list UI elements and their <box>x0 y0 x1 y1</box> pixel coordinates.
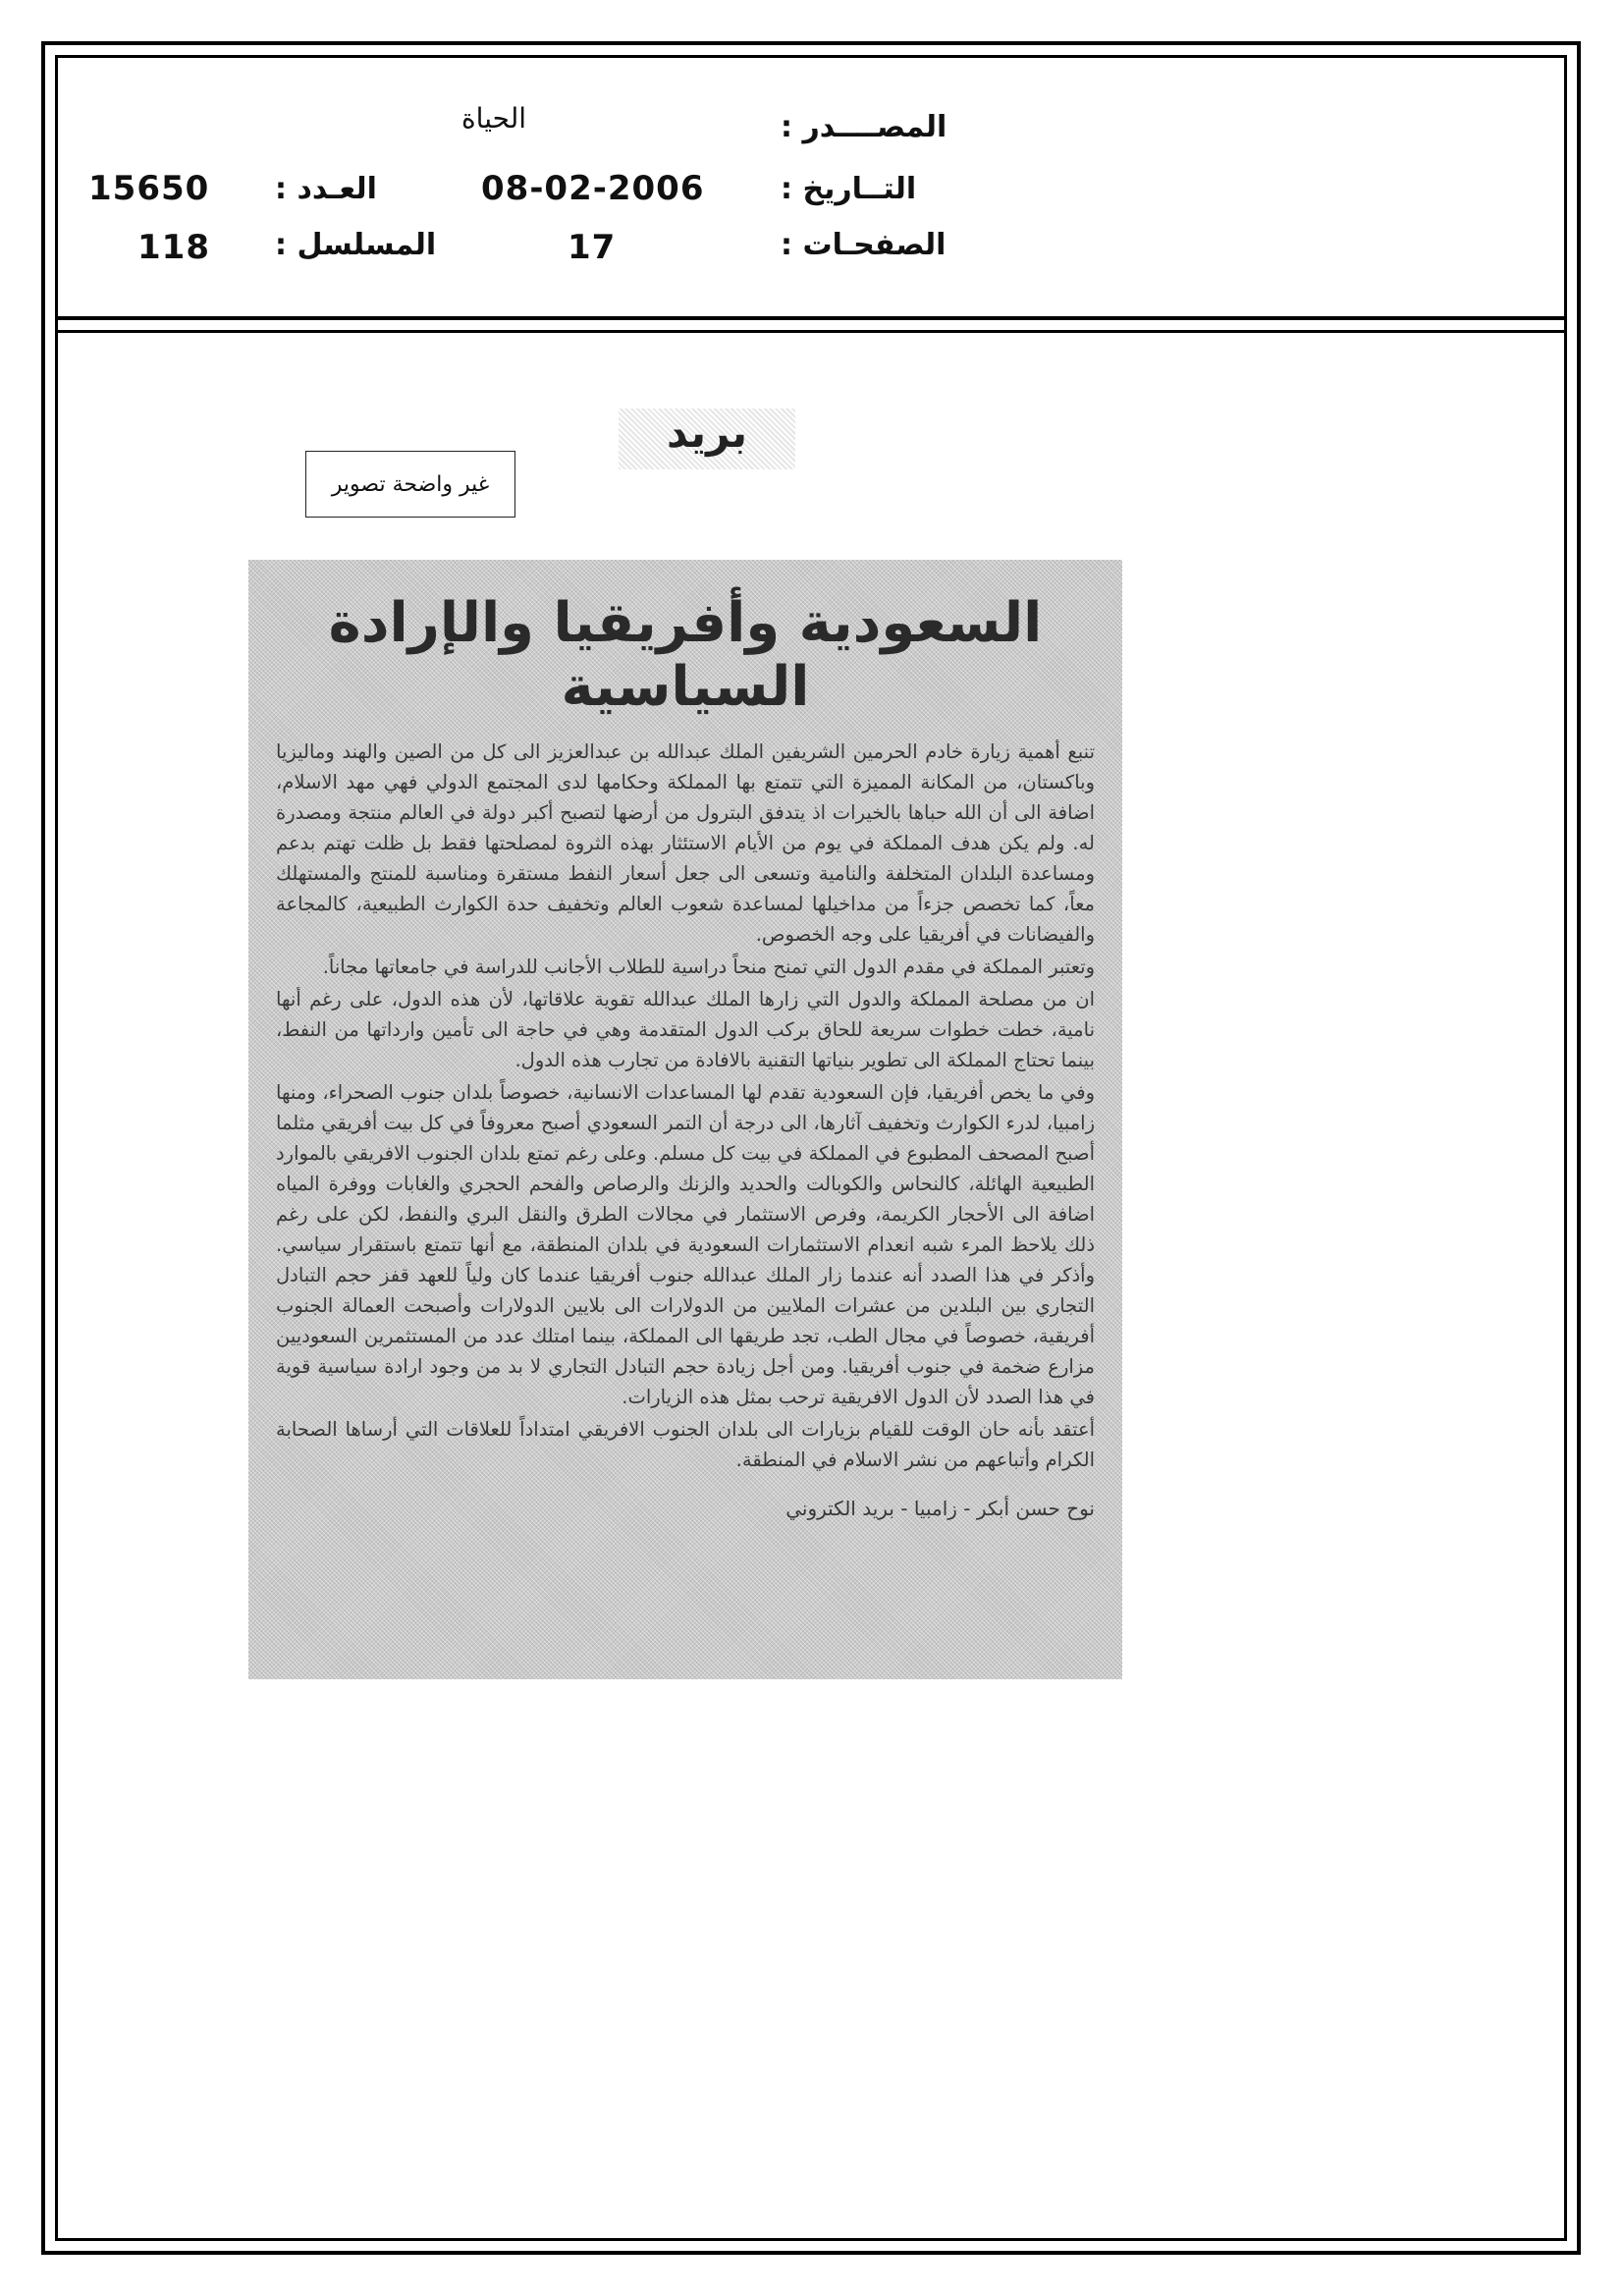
serial-label: المسلسل : <box>275 228 437 262</box>
date-label: التــاريخ : <box>781 172 917 206</box>
article-paragraph: تنبع أهمية زيارة خادم الحرمين الشريفين الملك عبدالله بن عبدالعزيز الى كل من الصين والهند وماليزيا وباكستان، من المكانة المميزة التي تتمتع بها المملكة وحكامها لدى المجتمع الدولي فهي مهد الاسلام، اضافة الى أن الله حباها بالخيرات اذ يتدفق البترول من أرضها لتصبح أكبر دولة في العالم منتجة ومصدرة له. ولم يكن هدف المملكة في يوم من الأيام الاستئثار بهذه الثروة لمصلحتها فقط بل ظلت تهتم بدعم ومساعدة البلدان المتخلفة والنامية وتسعى الى جعل أسعار النفط مستقرة ومناسبة للمنتج والمستهلك معاً، كما تخصص جزءاً من مداخيلها لمساعدة شعوب العالم وتخفيف حدة الكوارث الطبيعية، كالمجاعة والفيضانات في أفريقيا على وجه الخصوص. <box>276 740 1095 946</box>
article-paragraph: وفي ما يخص أفريقيا، فإن السعودية تقدم لها المساعدات الانسانية، خصوصاً بلدان جنوب الصحراء، ومنها زامبيا، لدرء الكوارث وتخفيف آثارها، الى درجة أن التمر السعودي أصبح معروفاً في كل بيت أفريقي مثلما أصبح المصحف المطبوع في المملكة في بيت كل مسلم. وعلى رغم تمتع بلدان الجنوب الافريقي بالموارد الطبيعية الهائلة، كالنحاس والكوبالت والحديد والزنك والرصاص والفحم الحجري والغابات ووفرة المياه اضافة الى الأحجار الكريمة، وفرص الاستثمار في مجالات الطرق والنقل البري والنفط، لكن على رغم ذلك يلاحظ المرء شبه انعدام الاستثمارات السعودية في بلدان المنطقة، مع أنها تتمتع باستقرار سياسي. وأذكر في هذا الصدد أنه عندما زار الملك عبدالله جنوب أفريقيا عندما كان ولياً للعهد قفز حجم التبادل التجاري بين البلدين من عشرات الملايين من الدولارات الى بلايين الدولارات وأصبحت العمالة الجنوب أفريقية، خصوصاً في مجال الطب، تجد طريقها الى المملكة، بينما امتلك عدد من المستثمرين السعوديين مزارع ضخمة في جنوب أفريقيا. ومن أجل زيادة حجم التبادل التجاري لا بد من وجود ارادة سياسية قوية في هذا الصدد لأن الدول الافريقية ترحب بمثل هذه الزيارات. <box>276 1081 1095 1408</box>
issue-label: العـدد : <box>275 172 377 206</box>
article-paragraph: ان من مصلحة المملكة والدول التي زارها الملك عبدالله تقوية علاقاتها، لأن هذه الدول، على رغم أنها نامية، خطت خطوات سريعة للحاق بركب الدول المتقدمة وهي في حاجة الى تأمين وارداتها من النفط، بينما تحتاج المملكة الى تطوير بنياتها التقنية بالافادة من تجارب هذه الدول. <box>276 988 1095 1071</box>
pages-label: الصفحـات : <box>781 228 947 262</box>
header-divider <box>55 316 1567 320</box>
article-byline: نوح حسن أبكر - زامبيا - بريد الكتروني <box>785 1497 1095 1520</box>
section-title: بريد <box>619 409 795 469</box>
article-clipping <box>248 560 1122 1679</box>
unclear-scan-note: غير واضحة تصوير <box>305 451 515 518</box>
article-paragraph: وتعتبر المملكة في مقدم الدول التي تمنح منحاً دراسية للطلاب الأجانب للدراسة في جامعاتها مجاناً. <box>322 956 1095 978</box>
article-body <box>276 737 1095 1475</box>
header-divider-inner <box>55 330 1567 333</box>
issue-value: 15650 <box>88 169 210 208</box>
serial-value: 118 <box>137 228 210 267</box>
source-value: الحياة <box>461 102 527 135</box>
source-label: المصــــدر : <box>781 110 947 144</box>
article-headline: السعودية وأفريقيا والإرادة السياسية <box>328 591 1043 719</box>
article-paragraph: أعتقد بأنه حان الوقت للقيام بزيارات الى بلدان الجنوب الافريقي امتداداً للعلاقات التي أرساها الصحابة الكرام وأتباعهم من نشر الاسلام في المنطقة. <box>276 1418 1095 1471</box>
date-value: 08-02-2006 <box>481 169 705 208</box>
pages-value: 17 <box>568 228 617 267</box>
